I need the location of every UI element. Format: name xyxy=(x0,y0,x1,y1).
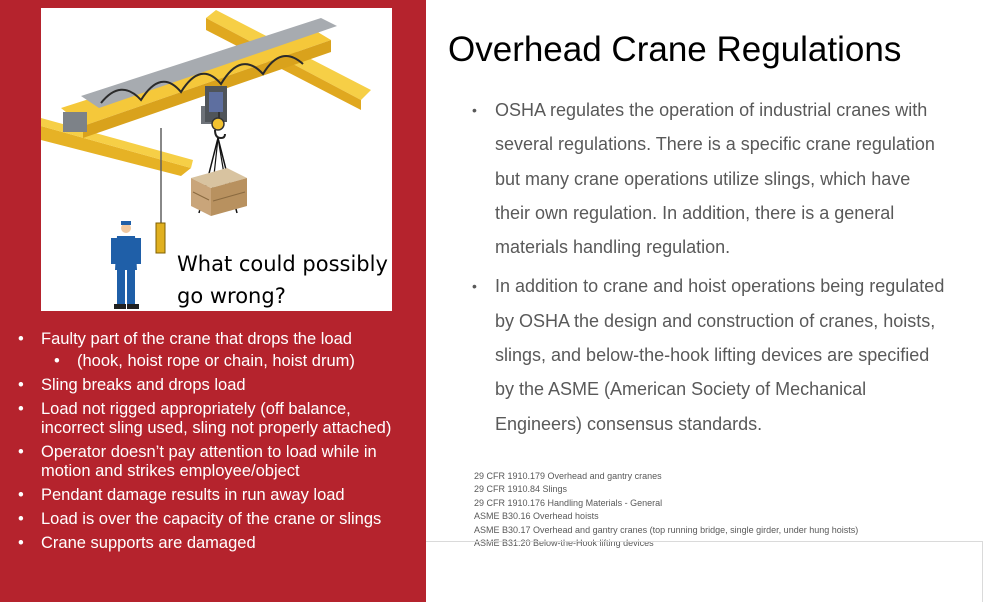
reference-item: 29 CFR 1910.84 Slings xyxy=(474,484,568,495)
bullet-dot-icon: • xyxy=(54,352,60,370)
bullet-text: Load not rigged appropriately (off balance, incorrect sling used, sling not properly attached) xyxy=(41,400,392,437)
bullet-text: In addition to crane and hoist operations being regulated by OSHA the design and construction of cranes, hoists, slings, and below-the-hook lifting devices are specified by the ASME (American Society of Mechanical Engineers) consensus standards. xyxy=(495,276,945,434)
references-list xyxy=(474,470,858,550)
left-bullet xyxy=(18,443,418,481)
bullet-text: Operator doesn’t pay attention to load while in motion and strikes employee/object xyxy=(41,443,377,480)
left-panel xyxy=(0,0,426,602)
reference-item: 29 CFR 1910.176 Handling Materials - General xyxy=(474,497,663,508)
footer-box xyxy=(426,541,983,602)
left-bullet xyxy=(18,400,418,438)
bullet-text: OSHA regulates the operation of industrial cranes with several regulations. There is a specific crane regulation but many crane operations utilize slings, which have their own regulation. In addition, there is a general materials handling regulation. xyxy=(495,100,935,258)
worker-figure xyxy=(111,221,141,309)
bullet-dot-icon: • xyxy=(18,443,24,461)
bullet-text: Crane supports are damaged xyxy=(41,534,256,552)
reference-item: ASME B30.17 Overhead and gantry cranes (top running bridge, single girder, under hung hoists) xyxy=(474,524,859,535)
bullet-text: Sling breaks and drops load xyxy=(41,376,246,394)
bullet-text: Load is over the capacity of the crane or slings xyxy=(41,510,382,528)
crane-illustration xyxy=(41,8,392,311)
reference-item: ASME B30.16 Overhead hoists xyxy=(474,511,599,522)
bullet-dot-icon: • xyxy=(472,102,477,118)
bullet-text: Pendant damage results in run away load xyxy=(41,486,345,504)
slide-title: Overhead Crane Regulations xyxy=(448,30,902,69)
left-bullet xyxy=(18,486,418,505)
left-bullet-list xyxy=(18,330,418,558)
left-bullet xyxy=(18,376,418,395)
left-bullet xyxy=(18,330,418,349)
bullet-dot-icon: • xyxy=(472,278,477,295)
bullet-dot-icon: • xyxy=(18,376,24,394)
bullet-dot-icon: • xyxy=(18,330,24,348)
bullet-dot-icon: • xyxy=(18,400,24,418)
left-bullet xyxy=(18,534,418,553)
bullet-dot-icon: • xyxy=(18,534,24,552)
right-bullet xyxy=(470,269,950,440)
image-caption: What could possibly go wrong? xyxy=(177,252,388,308)
reference-item: 29 CFR 1910.179 Overhead and gantry cranes xyxy=(474,471,662,481)
bullet-dot-icon: • xyxy=(18,510,24,528)
right-bullet xyxy=(470,93,950,264)
right-bullet-list xyxy=(470,93,950,446)
bullet-text: Faulty part of the crane that drops the load xyxy=(41,330,352,348)
bullet-text: (hook, hoist rope or chain, hoist drum) xyxy=(77,352,355,370)
bullet-dot-icon: • xyxy=(18,486,24,504)
reference-item: ASME B31.20 Below-the-Hook lifting devices xyxy=(474,538,654,549)
left-sub-bullet xyxy=(18,352,418,371)
left-bullet xyxy=(18,510,418,529)
